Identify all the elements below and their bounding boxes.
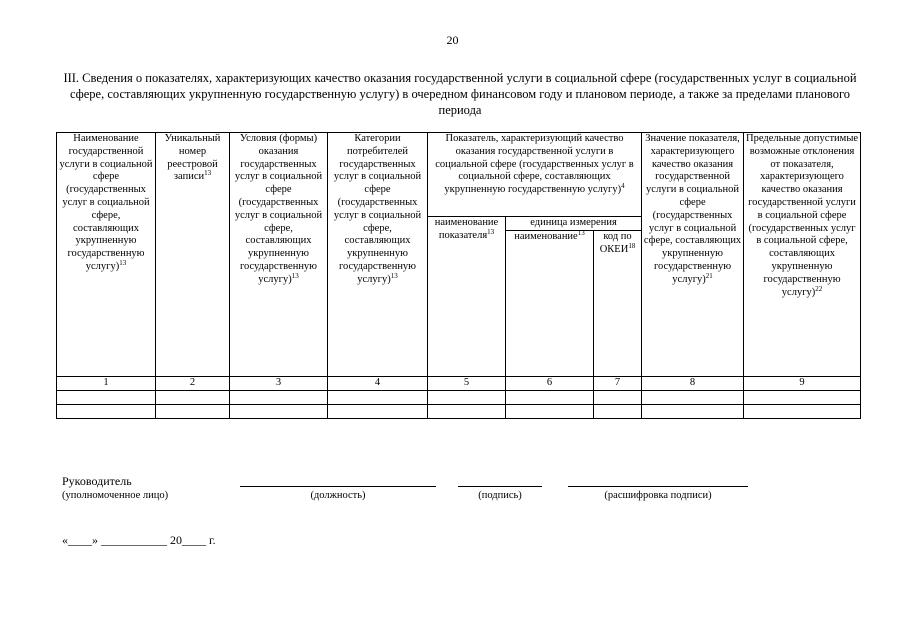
column-number: 9 bbox=[744, 377, 861, 391]
head-label: Руководитель bbox=[62, 474, 132, 488]
position-line bbox=[240, 486, 436, 487]
signature-caption: (подпись) bbox=[478, 490, 522, 501]
col-header-indicator-name: наименование показателя$^{13}$ bbox=[428, 217, 506, 377]
page-number: 20 bbox=[446, 33, 459, 47]
authorized-person-label: (уполномоченное лицо) bbox=[62, 490, 169, 501]
table-row bbox=[57, 391, 861, 405]
col-header-unit-group: единица измерения bbox=[506, 217, 642, 231]
position-caption: (должность) bbox=[310, 490, 366, 501]
signature-line bbox=[458, 486, 542, 487]
col-header-service-name: Наименование государственной услуги в социальной сфере (государственных услуг в социальной сфере, составляющих укрупненную государственную услугу)$^{13}$ bbox=[57, 133, 156, 377]
col-header-unit-name: наименование$^{13}$ bbox=[506, 231, 594, 377]
date-line: «____» ___________ 20____ г. bbox=[62, 533, 216, 547]
column-number: 2 bbox=[156, 377, 230, 391]
column-number: 6 bbox=[506, 377, 594, 391]
col-header-registry-number: Уникальный номер реестровой записи$^{13}$ bbox=[156, 133, 230, 377]
col-header-allowed-deviation: Предельные допустимые возможные отклонения от показателя, характеризующего качество оказания государственной услуги в социальной сфере (государственных услуг в социальной сфере, составляющих укрупненную государственную услугу)$^{22}$ bbox=[744, 133, 861, 377]
column-number: 8 bbox=[642, 377, 744, 391]
decoding-caption: (расшифровка подписи) bbox=[604, 490, 712, 501]
table-row bbox=[57, 405, 861, 419]
section-title: III. Сведения о показателях, характеризующих качество оказания государственной услуги в социальной сфере (государственных услуг в социальной сфере, составляющих укрупненную государственную услугу) в очередном финансовом году и плановом периоде, а также за пределами планового периода bbox=[63, 71, 857, 117]
col-header-consumer-categories: Категории потребителей государственных услуг в социальной сфере (государственных услуг в социальной сфере, составляющих укрупненную государственную услугу)$^{13}$ bbox=[328, 133, 428, 377]
column-number: 3 bbox=[230, 377, 328, 391]
column-number: 4 bbox=[328, 377, 428, 391]
col-header-indicator-value: Значение показателя, характеризующего качество оказания государственной услуги в социальной сфере (государственных услуг в социальной сфере, составляющих укрупненную государственную услугу)$^{21}$ bbox=[642, 133, 744, 377]
col-header-okei-code: код по ОКЕИ$^{18}$ bbox=[594, 231, 642, 377]
column-numbers-row bbox=[57, 377, 861, 391]
column-number: 7 bbox=[594, 377, 642, 391]
col-header-conditions: Условия (формы) оказания государственных услуг в социальной сфере (государственных услуг в социальной сфере, составляющих укрупненную государственную услугу)$^{13}$ bbox=[230, 133, 328, 377]
column-number: 5 bbox=[428, 377, 506, 391]
col-header-indicator-group: Показатель, характеризующий качество оказания государственной услуги в социальной сфере (государственных услуг в социальной сфере, составляющих укрупненную государственную услугу)$^4$ bbox=[428, 133, 642, 217]
column-number: 1 bbox=[57, 377, 156, 391]
quality-indicators-table bbox=[56, 132, 861, 419]
decoding-line bbox=[568, 486, 748, 487]
